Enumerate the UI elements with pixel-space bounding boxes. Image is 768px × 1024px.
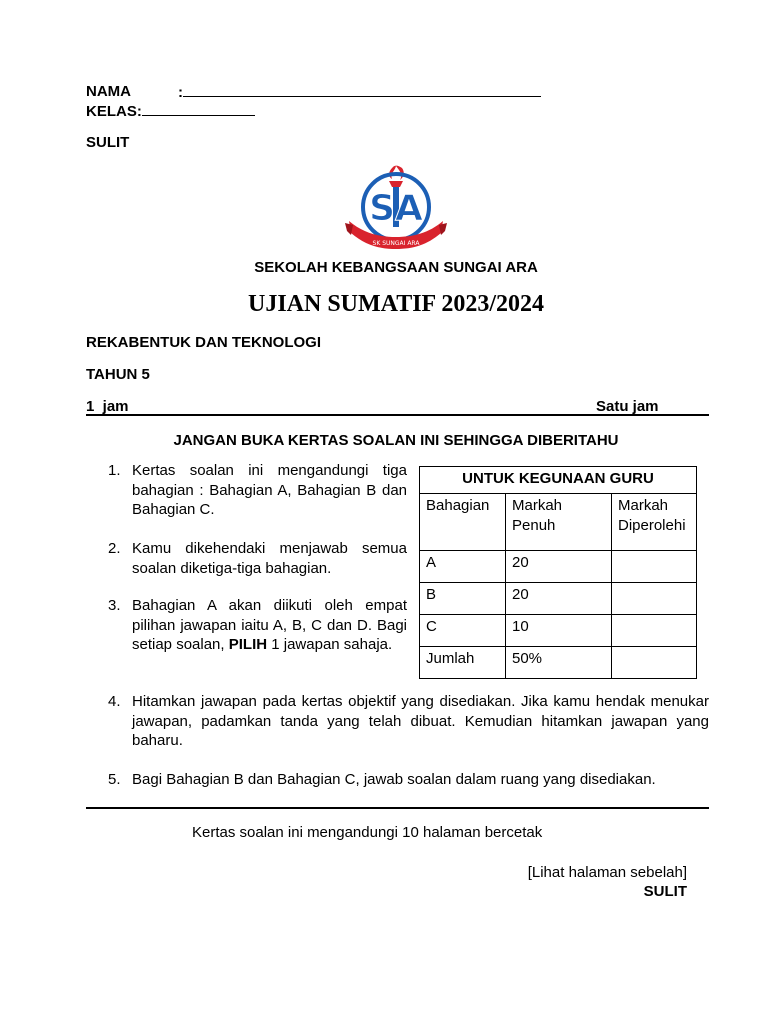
instruction-text: Hitamkan jawapan pada kertas objektif yang disediakan. Jika kamu hendak menukar jawapan, padamkan tanda yang telah dibuat. Kemudian hitamkan jawapan yang baharu. xyxy=(132,693,709,749)
page-count-note: Kertas soalan ini mengandungi 10 halaman bercetak xyxy=(192,824,543,841)
instruction-text: Kamu dikehendaki menjawab semua soalan diketiga-tiga bahagian. xyxy=(132,540,407,577)
instruction-5 xyxy=(108,770,709,790)
teacher-marks-table xyxy=(419,466,697,679)
instruction-2 xyxy=(108,539,408,579)
cell-markah-penuh: 20 xyxy=(506,551,612,583)
logo-initials: SA xyxy=(369,188,423,229)
sulit-top: SULIT xyxy=(86,134,130,151)
next-page-note: [Lihat halaman sebelah] xyxy=(527,864,687,881)
column-header-markah-penuh: Markah Penuh xyxy=(506,494,612,551)
cell-bahagian: B xyxy=(420,583,506,615)
instruction-text: Bahagian A akan diikuti oleh empat pilihan jawapan iaitu A, B, C dan D. Bagi setiap soalan, PILIH 1 jawapan sahaja. xyxy=(132,597,407,653)
cell-markah-diperolehi[interactable] xyxy=(612,551,697,583)
cell-markah-penuh: 20 xyxy=(506,583,612,615)
instruction-number: 5. xyxy=(108,771,121,788)
table-row xyxy=(420,647,697,679)
instruction-text: Bagi Bahagian B dan Bahagian C, jawab soalan dalam ruang yang disediakan. xyxy=(132,771,656,788)
instruction-number: 3. xyxy=(108,597,121,614)
name-underline[interactable] xyxy=(183,82,541,97)
name-line xyxy=(86,82,131,101)
torch-cup-icon xyxy=(389,181,403,187)
class-label: KELAS: xyxy=(86,103,142,120)
cell-markah-diperolehi[interactable] xyxy=(612,647,697,679)
instruction-3 xyxy=(108,596,408,676)
table-row xyxy=(420,583,697,615)
school-logo xyxy=(345,163,447,255)
name-field[interactable] xyxy=(178,82,541,102)
column-header-bahagian: Bahagian xyxy=(420,494,506,551)
class-field[interactable] xyxy=(86,101,255,121)
cell-bahagian: C xyxy=(420,615,506,647)
name-colon: : xyxy=(178,84,183,101)
instruction-1 xyxy=(108,461,408,521)
column-header-markah-diperolehi: Markah Diperolehi xyxy=(612,494,697,551)
table-row xyxy=(420,551,697,583)
sulit-bottom: SULIT xyxy=(643,883,687,900)
instruction-text: Kertas soalan ini mengandungi tiga bahagian : Bahagian A, Bahagian B dan Bahagian C. xyxy=(132,462,407,518)
cell-markah-penuh: 50% xyxy=(506,647,612,679)
warning-text: JANGAN BUKA KERTAS SOALAN INI SEHINGGA DIBERITAHU xyxy=(173,432,619,449)
table-row xyxy=(420,615,697,647)
cell-markah-diperolehi[interactable] xyxy=(612,615,697,647)
pilih-emphasis: PILIH xyxy=(228,636,268,653)
duration-left: 1 jam xyxy=(86,398,129,415)
table-title: UNTUK KEGUNAAN GURU xyxy=(420,467,697,494)
class-underline[interactable] xyxy=(142,101,255,116)
cell-bahagian: Jumlah xyxy=(420,647,506,679)
name-label: NAMA xyxy=(86,83,131,100)
instruction-number: 2. xyxy=(108,540,121,557)
exam-title: UJIAN SUMATIF 2023/2024 xyxy=(247,291,544,317)
logo-ribbon-text: SK SUNGAI ARA xyxy=(372,240,420,247)
year: TAHUN 5 xyxy=(86,366,150,383)
cell-markah-diperolehi[interactable] xyxy=(612,583,697,615)
instruction-number: 4. xyxy=(108,693,121,710)
cell-markah-penuh: 10 xyxy=(506,615,612,647)
cell-bahagian: A xyxy=(420,551,506,583)
duration-right: Satu jam xyxy=(596,398,659,415)
school-name: SEKOLAH KEBANGSAAN SUNGAI ARA xyxy=(254,259,538,276)
divider-top xyxy=(86,414,709,416)
divider-bottom xyxy=(86,807,709,809)
instruction-number: 1. xyxy=(108,462,121,479)
subject: REKABENTUK DAN TEKNOLOGI xyxy=(86,334,321,351)
instruction-4 xyxy=(108,692,709,752)
